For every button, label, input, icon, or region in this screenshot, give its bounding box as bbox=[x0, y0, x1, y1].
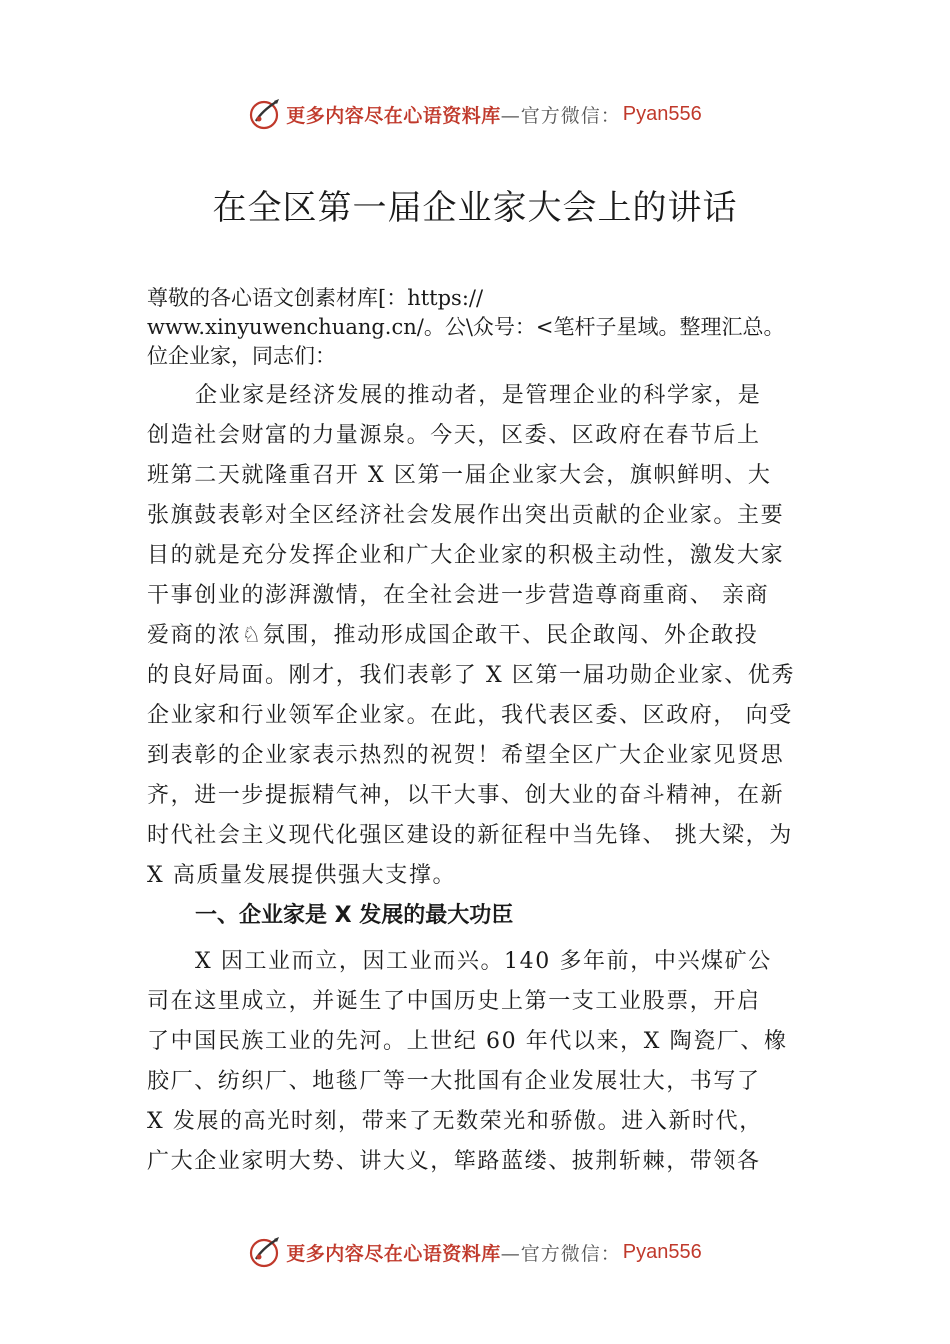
paragraph-line: X 发展的高光时刻，带来了无数荣光和骄傲。进入新时代， bbox=[147, 1109, 763, 1134]
brush-logo-icon bbox=[248, 97, 282, 131]
paragraph-line: 了中国民族工业的先河。上世纪 60 年代以来，X 陶瓷厂、橡 bbox=[147, 1029, 788, 1054]
paragraph-line: 广大企业家明大势、讲大义，筚路蓝缕、披荆斩棘，带领各 bbox=[147, 1149, 761, 1174]
paragraph-line: 目的就是充分发挥企业和广大企业家的积极主动性，激发大家 bbox=[147, 543, 785, 568]
header-banner-sub: —官方微信： bbox=[500, 104, 621, 127]
paragraph-line: 齐，进一步提振精气神，以干大事、创大业的奋斗精神，在新 bbox=[147, 783, 785, 808]
paragraph-line: 张旗鼓表彰对全区经济社会发展作出突出贡献的企业家。主要 bbox=[147, 503, 785, 528]
paragraph-line: 班第二天就隆重召开 X 区第一届企业家大会，旗帜鲜明、大 bbox=[147, 463, 772, 488]
paragraph-line: 企业家是经济发展的推动者，是管理企业的科学家，是 bbox=[195, 383, 762, 408]
paragraph-line: 创造社会财富的力量源泉。今天，区委、区政府在春节后上 bbox=[147, 423, 761, 448]
salutation bbox=[147, 284, 927, 371]
footer-banner-id: Pyan556 bbox=[622, 1240, 702, 1263]
salutation-line: 位企业家，同志们： bbox=[147, 344, 336, 368]
footer-banner-main: 更多内容尽在心语资料库 bbox=[286, 1242, 501, 1265]
paragraph-line: 的良好局面。刚才，我们表彰了 X 区第一届功勋企业家、优秀 bbox=[147, 663, 796, 688]
paragraph-1 bbox=[147, 376, 847, 896]
header-banner-id: Pyan556 bbox=[622, 102, 702, 125]
document-title: 在全区第一届企业家大会上的讲话 bbox=[212, 188, 738, 228]
section-heading bbox=[147, 896, 847, 936]
header-banner bbox=[0, 94, 950, 134]
footer-banner bbox=[0, 1232, 950, 1272]
paragraph-line: X 因工业而立，因工业而兴。140 多年前，中兴煤矿公 bbox=[195, 949, 772, 974]
paragraph-line: X 高质量发展提供强大支撑。 bbox=[147, 863, 457, 888]
section-heading-text: 一、企业家是 X 发展的最大功臣 bbox=[195, 903, 514, 928]
paragraph-line: 司在这里成立，并诞生了中国历史上第一支工业股票，开启 bbox=[147, 989, 761, 1014]
salutation-line: 尊敬的各心语文创素材库[：https:// bbox=[147, 286, 484, 310]
salutation-line: www.xinyuwenchuang.cn/。公\众号：<笔杆子星域。整理汇总。 bbox=[147, 315, 785, 339]
paragraph-line: 爱商的浓♘氛围，推动形成国企敢干、民企敢闯、外企敢投 bbox=[147, 623, 759, 648]
paragraph-line: 时代社会主义现代化强区建设的新征程中当先锋、 挑大梁，为 bbox=[147, 823, 793, 848]
paragraph-2 bbox=[147, 942, 847, 1182]
paragraph-line: 干事创业的澎湃激情，在全社会进一步营造尊商重商、 亲商 bbox=[147, 583, 770, 608]
paragraph-line: 到表彰的企业家表示热烈的祝贺！希望全区广大企业家见贤思 bbox=[147, 743, 785, 768]
paragraph-line: 企业家和行业领军企业家。在此，我代表区委、区政府， 向受 bbox=[147, 703, 793, 728]
footer-banner-sub: —官方微信： bbox=[500, 1242, 621, 1265]
header-banner-main: 更多内容尽在心语资料库 bbox=[286, 104, 501, 127]
paragraph-line: 胶厂、纺织厂、地毯厂等一大批国有企业发展壮大，书写了 bbox=[147, 1069, 761, 1094]
brush-logo-icon bbox=[248, 1235, 282, 1269]
